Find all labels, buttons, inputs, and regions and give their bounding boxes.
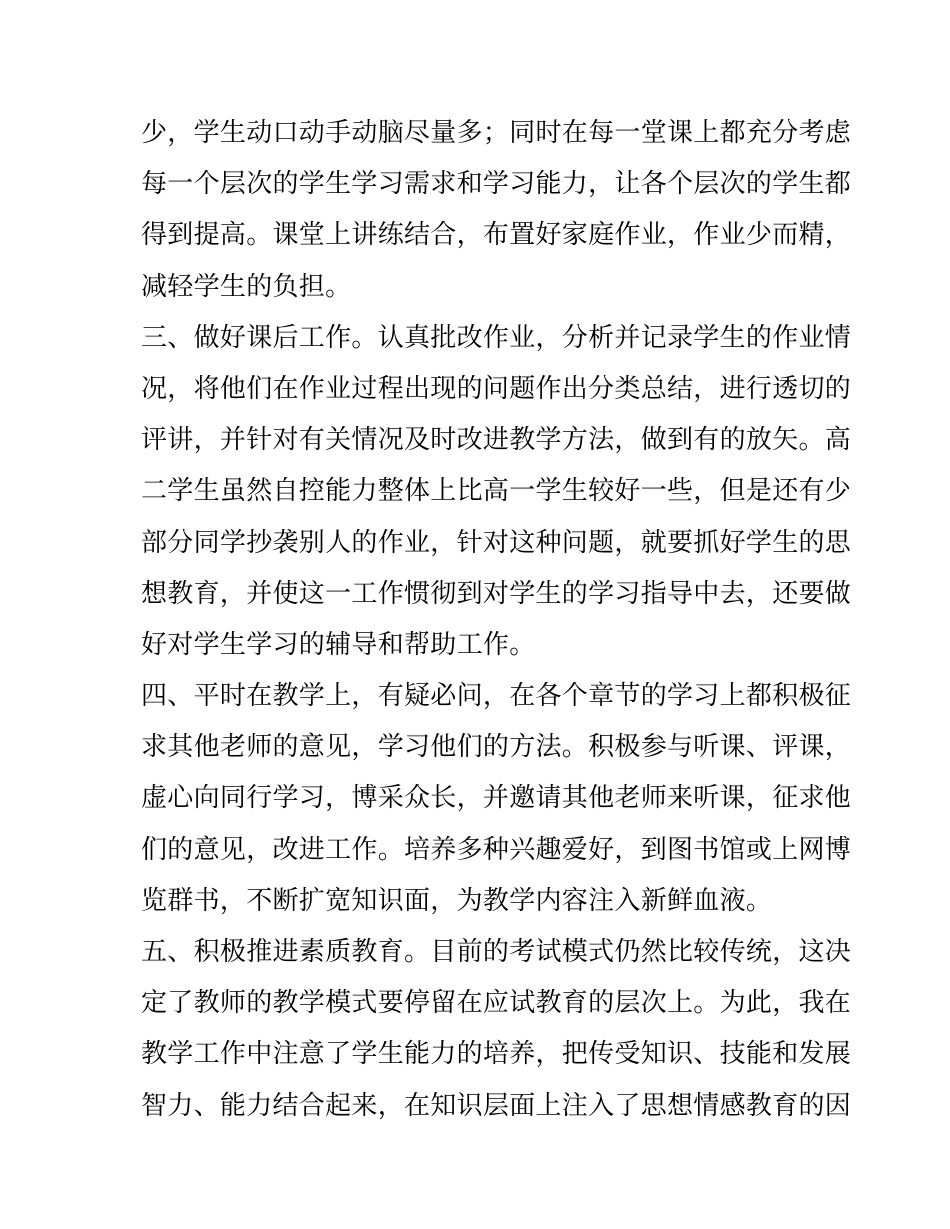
text-line: 们的意见，改进工作。培养多种兴趣爱好，到图书馆或上网博 [141,834,852,865]
text-line: 少，学生动口动手动脑尽量多；同时在每一堂课上都充分考虑 [141,118,852,148]
text-line: 虚心向同行学习，博采众长，并邀请其他老师来听课，征求他 [141,783,852,814]
body-text [141,108,852,1132]
text-line: 每一个层次的学生学习需求和学习能力，让各个层次的学生都 [141,169,852,200]
text-line: 减轻学生的负担。 [141,271,352,302]
text-line: 定了教师的教学模式要停留在应试教育的层次上。为此，我在 [141,988,852,1019]
text-line: 智力、能力结合起来，在知识层面上注入了思想情感教育的因 [141,1090,852,1121]
section-five-heading-line: 五、积极推进素质教育。目前的考试模式仍然比较传统，这决 [141,937,852,967]
text-line: 得到提高。课堂上讲练结合，布置好家庭作业，作业少而精， [141,220,852,251]
text-line: 览群书，不断扩宽知识面，为教学内容注入新鲜血液。 [141,885,773,916]
text-line: 部分同学抄袭别人的作业，针对这种问题，就要抓好学生的思 [141,527,852,558]
section-three-heading-line: 三、做好课后工作。认真批改作业，分析并记录学生的作业情 [141,322,852,353]
text-line: 教学工作中注意了学生能力的培养，把传受知识、技能和发展 [141,1039,852,1070]
section-four-heading-line: 四、平时在教学上，有疑必问，在各个章节的学习上都积极征 [141,681,852,712]
text-line: 况，将他们在作业过程出现的问题作出分类总结，进行透切的 [141,373,852,404]
text-line: 二学生虽然自控能力整体上比高一学生较好一些，但是还有少 [141,476,852,507]
text-line: 评讲，并针对有关情况及时改进教学方法，做到有的放矢。高 [141,425,852,456]
text-line: 求其他老师的意见，学习他们的方法。积极参与听课、评课， [141,732,852,763]
text-line: 好对学生学习的辅导和帮助工作。 [141,629,536,660]
text-line: 想教育，并使这一工作惯彻到对学生的学习指导中去，还要做 [141,578,852,609]
